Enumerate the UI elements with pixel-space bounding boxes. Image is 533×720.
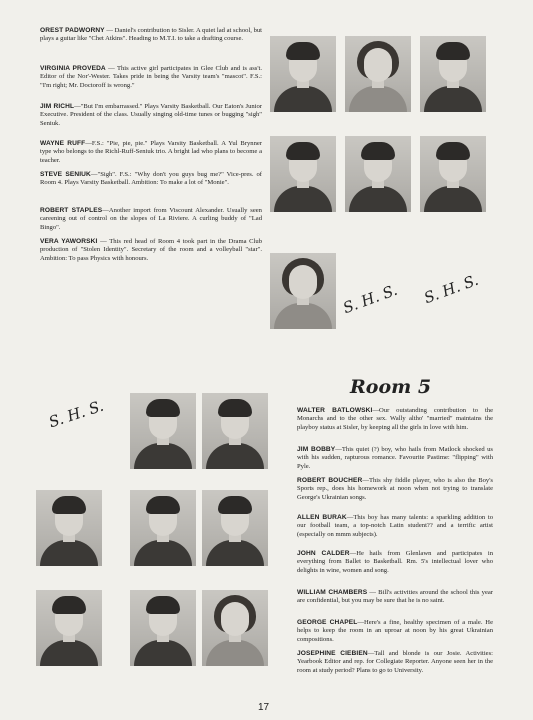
portrait-photo [420, 36, 486, 112]
portrait-photo [202, 590, 268, 666]
bio-george-chapel: GEORGE CHAPEL—Here's a fine, healthy specimen of a male. He helps to keep the room in an uproar at noon by his great Ukrainian compositions. [297, 619, 493, 643]
portrait-photo [130, 490, 196, 566]
portrait-photo [270, 36, 336, 112]
portrait-photo [345, 36, 411, 112]
bio-josephine-ciebien: JOSEPHINE CIEBIEN—Tall and blonde is our Josie. Activities: Yearbook Editor and rep. for Collegiate Reporter. Anyone seen her in the room at study period? Plans to go to University. [297, 650, 493, 674]
portrait-photo [270, 253, 336, 329]
bio-orest-padworny: OREST PADWORNY — Daniel's contribution to Sisler. A quiet lad at school, but plays a guitar like "Chet Atkins". Heading to M.T.I. to take a drafting course. [40, 27, 263, 43]
bio-jim-richl: JIM RICHL—"But I'm embarrassed." Plays Varsity Basketball. Our Eaton's Junior Executive. President of the class. Usually singing old-time tunes or bugging "sigh" Seniuk. [40, 103, 262, 127]
page-number: 17 [258, 702, 270, 713]
script-shs: S. H. S. [421, 270, 481, 308]
bio-allen-burak: ALLEN BURAK—This boy has many talents: a sparkling addition to our football team, a top-notch Latin student?? and a terrific artist (especially on mmm subjects). [297, 514, 493, 538]
script-shs: S. H. S. [340, 280, 400, 318]
portrait-photo [420, 136, 486, 212]
portrait-photo [270, 136, 336, 212]
room-title: Room 5 [350, 376, 432, 398]
portrait-photo [345, 136, 411, 212]
portrait-photo [36, 590, 102, 666]
bio-robert-staples: ROBERT STAPLES—Another import from Viscount Alexander. Usually seen careening out of control on the slopes of La Riviere. A curling buddy of "Lad Bingo". [40, 207, 262, 231]
script-shs: S. H. S. [46, 396, 106, 432]
portrait-photo [202, 490, 268, 566]
bio-steve-seniuk: STEVE SENIUK—"Sigh". F.S.: "Why don't you guys bug me?" Vice-pres. of Room 4. Plays Varsity Basketball. Ambition: To make a lot of "Monie". [40, 171, 262, 187]
bio-wayne-ruff: WAYNE RUFF—F.S.: "Pie, pie, pie." Plays Varsity Basketball. A Yul Brynner type who belongs to the Richl-Ruff-Seniuk trio. A bright lad who plans to become a teacher. [40, 140, 262, 164]
bio-john-calder: JOHN CALDER—He hails from Glenlawn and participates in everything from Ballet to Basketball. Rm. 5's intellectual lover who delights in wine, women and song. [297, 550, 493, 574]
portrait-photo [130, 393, 196, 469]
portrait-photo [36, 490, 102, 566]
bio-robert-boucher: ROBERT BOUCHER—This shy fiddle player, who is also the Boy's Sports rep., does his homework at noon when not trying to translate George's Ukrainian songs. [297, 477, 493, 501]
bio-vera-yaworski: VERA YAWORSKI — This red head of Room 4 took part in the Drama Club production of "Stolen Identity". Secretary of the room and a volleyball "star". Ambition: To pass Physics with honours. [40, 238, 262, 262]
bio-william-chambers: WILLIAM CHAMBERS — Bill's activities around the school this year are confidential, but you may be sure that he is no saint. [297, 589, 494, 605]
portrait-photo [130, 590, 196, 666]
portrait-photo [202, 393, 268, 469]
bio-walter-batlowski: WALTER BATLOWSKI—Our outstanding contribution to the Monarchs and to the other sex. Wally altho' "married" maintains the playboy status at Sisler, by keeping all the girls in love with him. [297, 407, 493, 431]
bio-jim-bobby: JIM BOBBY—This quiet (?) boy, who hails from Matlock shocked us with his sudden, rapturous romance. Favourite Pastime: "flipping" with Pyle. [297, 446, 493, 470]
bio-virginia-proveda: VIRGINIA PROVEDA — This active girl participates in Glee Club and is ass't. Editor of the Nor'-Wester. Takes pride in being the Varsity team's "mascot". F.S.: "I'm right; Mr. Doctoroff is wrong." [40, 65, 262, 89]
